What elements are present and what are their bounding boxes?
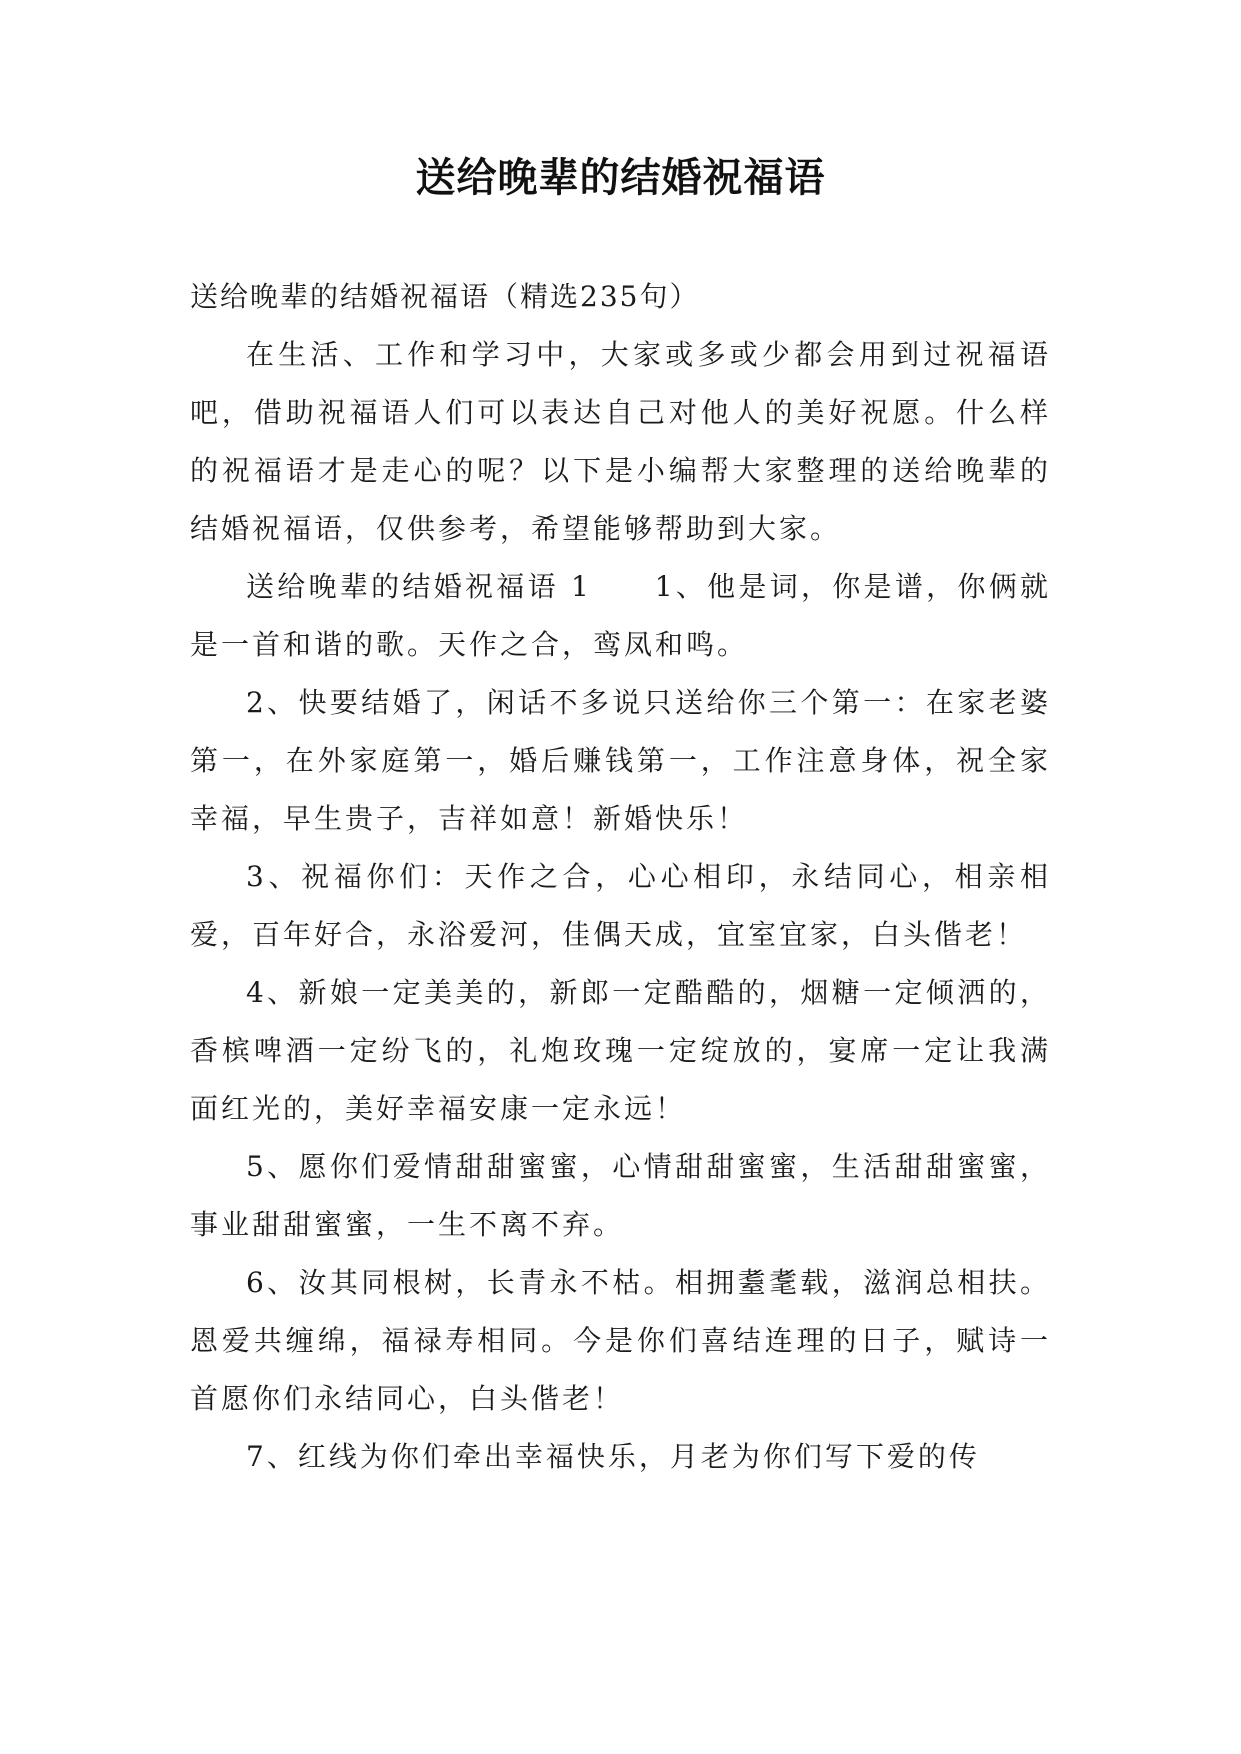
paragraph-item-5: 5、愿你们爱情甜甜蜜蜜，心情甜甜蜜蜜，生活甜甜蜜蜜，事业甜甜蜜蜜，一生不离不弃。: [190, 1150, 1051, 1241]
document-title: 送给晚辈的结婚祝福语: [415, 155, 826, 201]
paragraph-item-2: 2、快要结婚了，闲话不多说只送给你三个第一：在家老婆第一，在外家庭第一，婚后赚钱第一，工作注意身体，祝全家幸福，早生贵子，吉祥如意！新婚快乐！: [190, 686, 1051, 835]
paragraph-item-1: 送给晚辈的结婚祝福语 1 1、他是词，你是谱，你俩就是一首和谐的歌。天作之合，鸾凤和鸣。: [190, 570, 1051, 661]
paragraph-item-4: 4、新娘一定美美的，新郎一定酷酷的，烟糖一定倾洒的，香槟啤酒一定纷飞的，礼炮玫瑰一定绽放的，宴席一定让我满面红光的，美好幸福安康一定永远！: [190, 976, 1051, 1125]
document-subtitle: 送给晚辈的结婚祝福语（精选235句）: [190, 280, 700, 313]
paragraph-item-7: 7、红线为你们牵出幸福快乐，月老为你们写下爱的传: [246, 1440, 980, 1473]
paragraph-item-3: 3、祝福你们：天作之合，心心相印，永结同心，相亲相爱，百年好合，永浴爱河，佳偶天成，宜室宜家，白头偕老！: [190, 860, 1051, 951]
paragraph-intro: 在生活、工作和学习中，大家或多或少都会用到过祝福语吧，借助祝福语人们可以表达自己对他人的美好祝愿。什么样的祝福语才是走心的呢？以下是小编帮大家整理的送给晚辈的结婚祝福语，仅供参考，希望能够帮助到大家。: [190, 338, 1051, 545]
paragraph-item-6: 6、汝其同根树，长青永不枯。相拥耋耄载，滋润总相扶。恩爱共缠绵，福禄寿相同。今是你们喜结连理的日子，赋诗一首愿你们永结同心，白头偕老！: [190, 1266, 1051, 1415]
